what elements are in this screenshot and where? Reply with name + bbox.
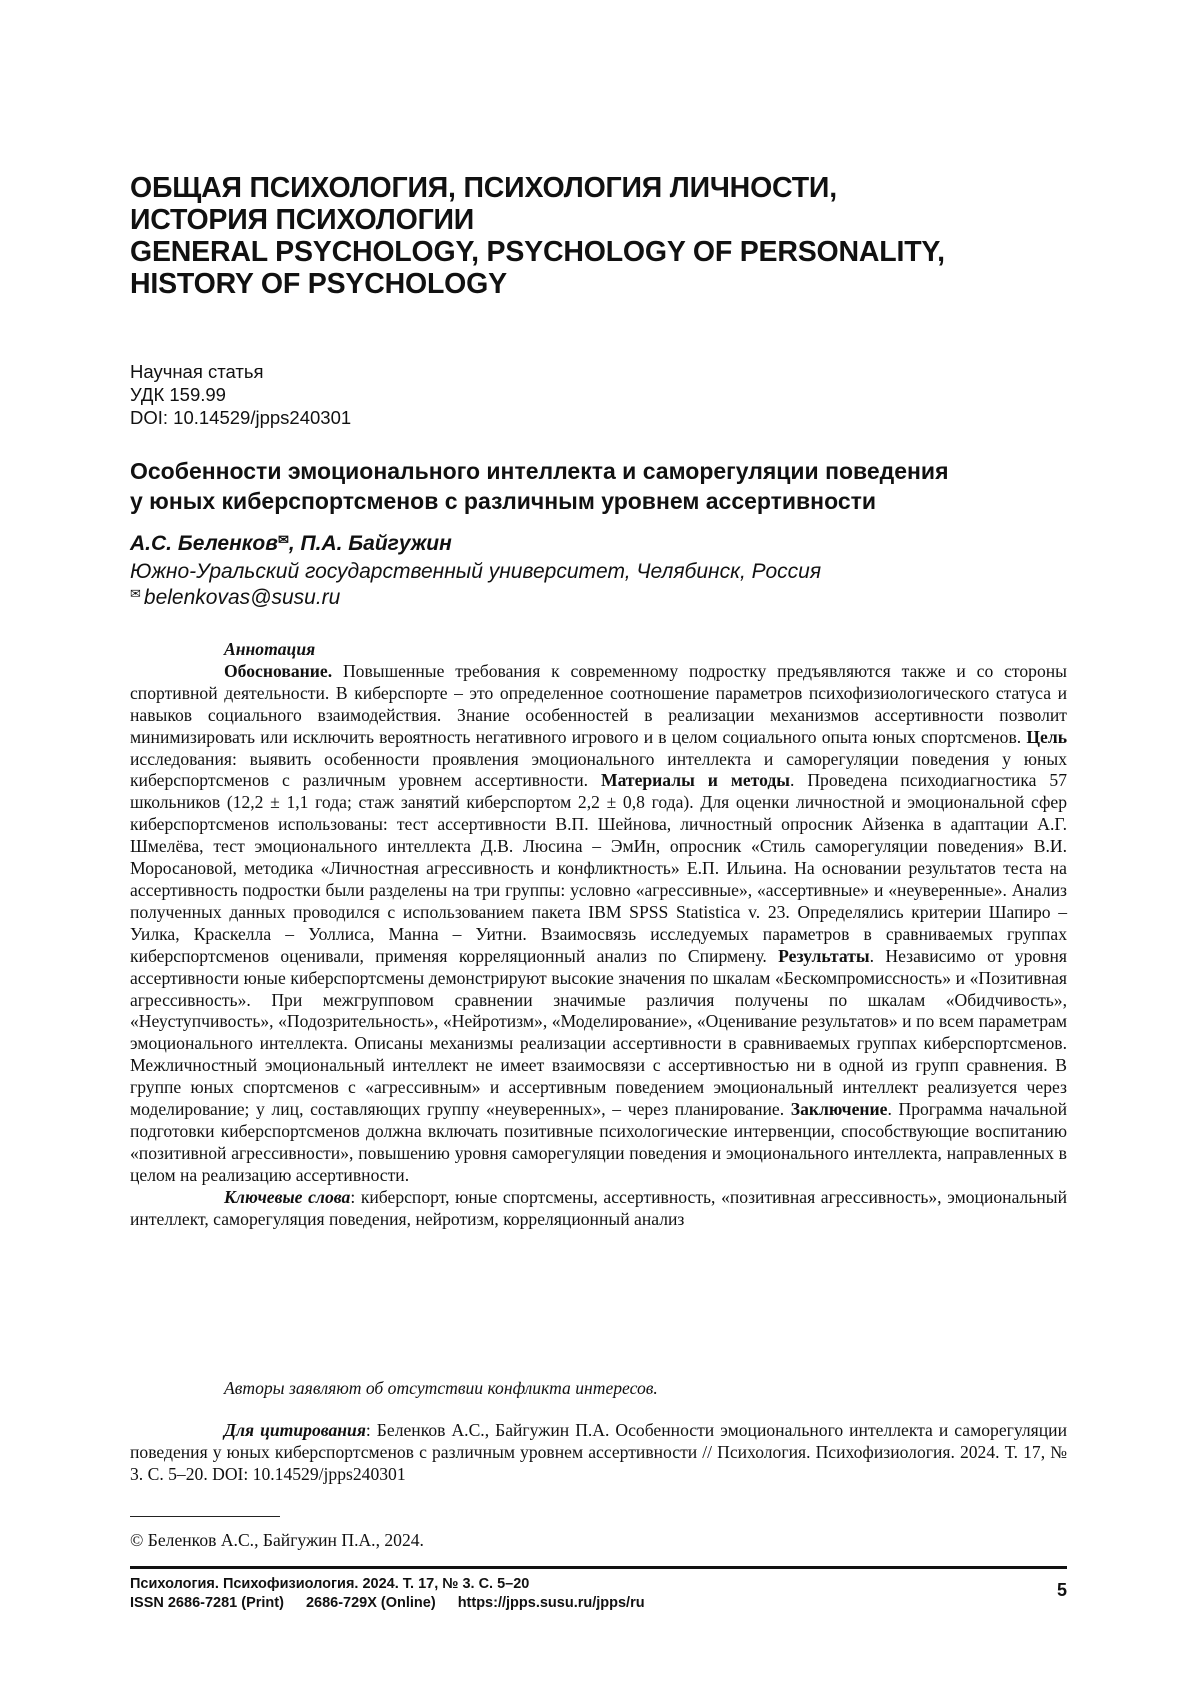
email-link[interactable]: belenkovas@susu.ru (143, 586, 341, 609)
doi[interactable]: DOI: 10.14529/jpps240301 (130, 407, 352, 428)
page-number: 5 (1056, 1580, 1067, 1600)
author-2: П.А. Байгужин (300, 532, 452, 555)
abstract (130, 639, 1067, 1230)
author-separator: , (288, 532, 301, 555)
issn-line (130, 1594, 1067, 1613)
page-footer (130, 1575, 1067, 1613)
email-icon: ✉ (130, 586, 141, 601)
aim-label: Цель (1026, 726, 1067, 747)
article-meta (130, 360, 351, 429)
copyright: © Беленков А.С., Байгужин П.А., 2024. (130, 1530, 424, 1550)
aim-text: исследования: выявить особенности проявления эмоционального интеллекта и саморегуляции поведения у юных киберспортсменов с различным уровнем ассертивности. (130, 748, 1067, 791)
citation-text: : Беленков А.С., Байгужин П.А. Особенности эмоционального интеллекта и саморегуляции поведения у юных киберспортсменов с различным уровнем ассертивности // Психология. Психофизиология. 2024. Т. 17, № 3. С. 5–20. DOI: 10.14529/jpps240301 (130, 1420, 1068, 1484)
issn-online: 2686-729X (Online) (305, 1595, 436, 1611)
udc-code: УДК 159.99 (130, 384, 226, 405)
article-title-line-1: Особенности эмоционального интеллекта и саморегуляции поведения (130, 458, 949, 484)
background-text: Повышенные требования к современному подростку предъявляются также и со стороны спортивной деятельности. В киберспорте – это определенное соотношение параметров психофизиологического статуса и навыков социального взаимодействия. Знание особенностей в реализации механизмов ассертивности позволит минимизировать или исключить вероятность негативного игрового и в целом социального опыта юных спортсменов. (130, 660, 1067, 747)
journal-reference: Психология. Психофизиология. 2024. Т. 17, № 3. С. 5–20 (130, 1576, 530, 1592)
keywords-label: Ключевые слова (224, 1186, 351, 1207)
methods-text: . Проведена психодиагностика 57 школьников (12,2 ± 1,1 года; стаж занятий киберспортом 2,2 ± 0,8 года). Для оценки личностной и эмоциональной сфер киберспортсменов использованы: тест ассертивности В.П. Шейнова, личностный опросник Айзенка в адаптации А.Г. Шмелёва, тест эмоционального интеллекта Д.В. Люсина – ЭмИн, опросник «Стиль саморегуляции поведения» В.И. Моросановой, методика «Личностная агрессивность и конфликтность» Е.П. Ильина. На основании результатов теста на ассертивность подростки были разделены на три группы: условно «агрессивные», «ассертивные» и «неуверенные». Анализ полученных данных проводился с использованием пакета IBM SPSS Statistica v. 23. Определялись критерии Шапиро – Уилка, Краскелла – Уоллиса, Манна – Уитни. Взаимосвязь исследуемых параметров в сравниваемых группах киберспортсменов оценивали, применяя корреляционный анализ по Спирмену. (130, 770, 1067, 966)
section-heading-en-line-2: HISTORY OF PSYCHOLOGY (130, 268, 507, 300)
email-line (130, 585, 821, 613)
article-title-line-2: у юных киберспортсменов с различным уровнем ассертивности (130, 488, 877, 514)
citation (130, 1419, 1067, 1485)
section-heading-ru-line-1: ОБЩАЯ ПСИХОЛОГИЯ, ПСИХОЛОГИЯ ЛИЧНОСТИ, (130, 172, 837, 204)
results-label: Результаты (778, 945, 870, 966)
background-label: Обоснование. (224, 660, 333, 681)
section-heading-en-line-1: GENERAL PSYCHOLOGY, PSYCHOLOGY OF PERSONALITY, (130, 236, 945, 268)
author-names (130, 531, 821, 559)
conflict-of-interest: Авторы заявляют об отсутствии конфликта интересов. (224, 1378, 658, 1398)
abstract-label: Аннотация (224, 639, 316, 659)
affiliation: Южно-Уральский государственный университет, Челябинск, Россия (130, 560, 822, 583)
conclusion-text: . Программа начальной подготовки киберспортсменов должна включать позитивные психологические интервенции, способствующие воспитанию «позитивной агрессивности», повышению уровня саморегуляции поведения и эмоционального интеллекта, направленных в целом на реализацию ассертивности. (130, 1099, 1067, 1185)
footnote-divider (130, 1516, 280, 1517)
article-type: Научная статья (130, 361, 264, 382)
conclusion-label: Заключение (790, 1099, 888, 1120)
keywords-text: : киберспорт, юные спортсмены, ассертивность, «позитивная агрессивность», эмоциональный интеллект, саморегуляция поведения, нейротизм, корреляционный анализ (130, 1186, 1067, 1229)
issn-print: ISSN 2686-7281 (Print) (130, 1595, 284, 1611)
section-heading (130, 172, 1090, 300)
citation-label: Для цитирования (224, 1420, 366, 1440)
keywords (130, 1187, 1067, 1231)
section-heading-ru-line-2: ИСТОРИЯ ПСИХОЛОГИИ (130, 204, 475, 236)
email-icon: ✉ (277, 532, 289, 547)
journal-url[interactable]: https://jpps.susu.ru/jpps/ru (457, 1595, 645, 1611)
results-text: . Независимо от уровня ассертивности юные киберспортсмены демонстрируют высокие значения по шкалам «Бескомпромиссность» и «Позитивная агрессивность». При межгрупповом сравнении значимые различия получены по шкалам «Обидчивость», «Неуступчивость», «Подозрительность», «Нейротизм», «Моделирование», «Оценивание результатов» и по всем параметрам эмоционального интеллекта. Описаны механизмы реализации ассертивности в сравниваемых группах киберспортсменов. Межличностный эмоциональный интеллект не имеет взаимосвязи с ассертивностью ни в одной из групп сравнения. В группе юных спортсменов с «агрессивным» и ассертивным поведением эмоциональный интеллект реализуется через моделирование; у лиц, составляющих группу «неуверенных», – через планирование. (130, 945, 1067, 1120)
authors-block (130, 531, 821, 613)
methods-label: Материалы и методы (600, 770, 791, 791)
article-title (130, 456, 1090, 516)
abstract-body (130, 661, 1067, 1187)
author-1: А.С. Беленков (130, 532, 278, 555)
footer-divider (130, 1566, 1067, 1569)
